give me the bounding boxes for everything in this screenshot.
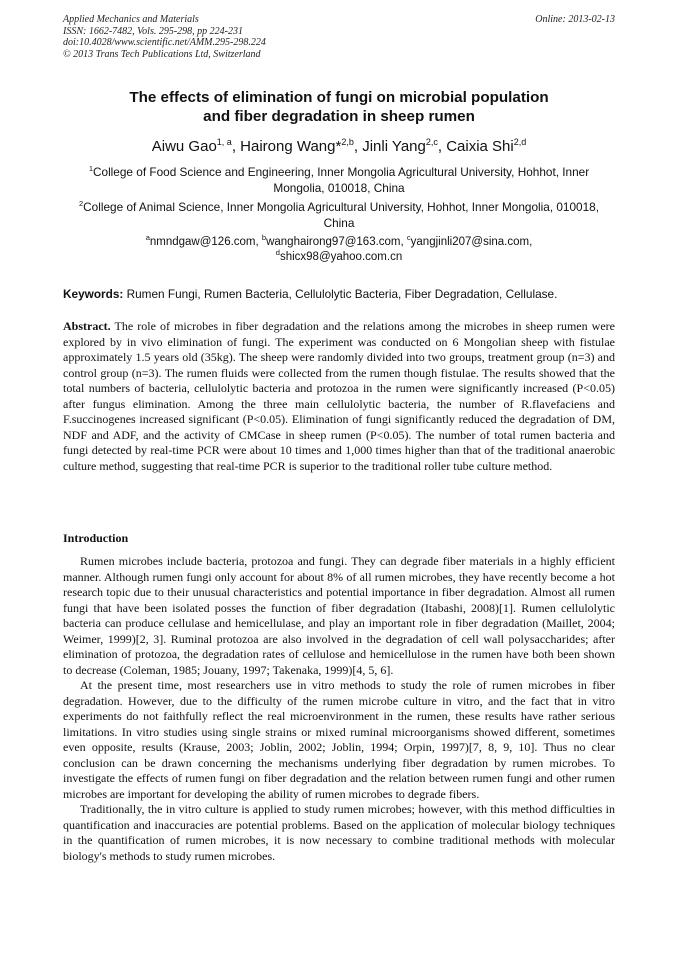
author-sup: 1, a — [216, 137, 232, 147]
introduction-body — [63, 554, 615, 864]
author-list — [40, 138, 638, 156]
affiliation-text: College of Animal Science, Inner Mongolia Agricultural University, Hohhot, Inner Mongolia, 010018, China — [83, 200, 600, 230]
keywords — [63, 287, 615, 302]
author-sep: , — [437, 138, 447, 155]
abstract — [63, 319, 615, 474]
affiliation-sup: 2 — [78, 199, 84, 209]
email-sup: d — [275, 248, 280, 258]
copyright-line: © 2013 Trans Tech Publications Ltd, Switzerland — [63, 48, 261, 60]
keywords-text: Rumen Fungi, Rumen Bacteria, Cellulolytic Bacteria, Fiber Degradation, Cellulase. — [123, 287, 558, 301]
online-date: Online: 2013-02-13 — [535, 14, 615, 25]
author-sep: , — [353, 138, 363, 155]
affiliation-sup: 1 — [88, 164, 93, 174]
journal-header — [63, 14, 615, 60]
author-sup: 2,b — [341, 137, 354, 147]
abstract-text: The role of microbes in fiber degradation and the relations among the microbes in sheep rumen were explored by in vivo elimination of fungi. The experiment was conducted on 6 Mongolian sheep with fistulae approximately 1.5 years old (35kg). The sheep were randomly divided into two groups, treatment group (n=3) and control group (n=3). The rumen fluids were collected from the rumen though fistulae. The results showed that the total numbers of bacteria, cellulolytic bacteria and protozoa in the rumen were significantly increased (P<0.05) after fungus elimination. Among the three main cellulolytic bacteria, the number of R.flavefaciens and F.succinogenes increased significant (P<0.05). Elimination of fungi significantly reduced the degradation of DM, NDF and ADF, and the activity of CMCase in sheep rumen (P<0.05). The number of total rumen bacteria and fungi detected by real-time PCR were about 10 times and 1,000 times higher than that of the traditional anaerobic culture method, suggesting that real-time PCR is superior to the traditional roller tube culture method. — [63, 319, 615, 473]
author-name: Aiwu Gao — [151, 138, 217, 155]
paragraph: At the present time, most researchers use in vitro methods to study the role of rumen microbes in fiber degradation. However, due to the difficulty of the rumen microbe culture in vitro, and the fact that in vitro experiments do not faithfully reflect the real microenvironment in the rumen, these results have rather serious limitations. In vitro studies using single strains or mixed ruminal microorganisms showed different, sometimes even opposite, results (Krause, 2003; Joblin, 2002; Joblin, 1994; Orpin, 1997)[7, 8, 9, 10]. Thus no clear conclusion can be drawn concerning the mechanisms underlying fiber degradation by rumen microbes. To investigate the effects of rumen fungi on fiber degradation and the relation between rumen fungi and other rumen microbes are important for developing the ability of rumen microbes to degrade fibers. — [63, 678, 615, 801]
email-b: wanghairong97@163.com, — [266, 236, 407, 248]
paragraph: Traditionally, the in vitro culture is applied to study rumen microbes; however, with this method difficulties in quantification and inaccuracies are potential problems. Based on the application of molecular biology techniques in the quantification of rumen microbes, it is now necessary to combine traditional methods with molecular biology's methods to study rumen microbes. — [63, 802, 615, 863]
title-line-2: and fiber degradation in sheep rumen — [203, 108, 475, 125]
email-sup: c — [406, 233, 411, 243]
title-line-1: The effects of elimination of fungi on microbial population — [129, 89, 549, 106]
author-name: Caixia Shi — [446, 138, 514, 155]
email-sup: b — [261, 233, 267, 243]
email-d: shicx98@yahoo.com.cn — [279, 251, 403, 263]
affiliation-1 — [63, 164, 615, 196]
affiliation-text: College of Food Science and Engineering, Inner Mongolia Agricultural University, Hohhot, Inner Mongolia, 010018, China — [92, 165, 590, 195]
author-sep: , — [231, 138, 241, 155]
author-name: Jinli Yang — [362, 138, 426, 155]
author-sup: 2,d — [513, 137, 527, 147]
email-sup: a — [145, 233, 150, 243]
doi-line: doi:10.4028/www.scientific.net/AMM.295-298.224 — [63, 37, 266, 49]
email-a: nmndgaw@126.com, — [149, 236, 262, 248]
keywords-label: Keywords: — [63, 287, 124, 301]
issn-line: ISSN: 1662-7482, Vols. 295-298, pp 224-231 — [63, 25, 243, 37]
author-name: Hairong Wang* — [240, 138, 342, 155]
email-list — [63, 235, 615, 265]
affiliation-2 — [63, 199, 615, 231]
abstract-label: Abstract. — [63, 319, 111, 333]
email-c: yangjinli207@sina.com, — [410, 236, 533, 248]
author-sup: 2,c — [425, 137, 438, 147]
paragraph: Rumen microbes include bacteria, protozoa and fungi. They can degrade fiber materials in a highly efficient manner. Although rumen fungi only account for about 8% of all rumen microbes, they have recently become a hot research topic due to their unusual characteristics and potential importance in fiber degradation. Almost all rumen fungi that have been isolated posses the function of fiber degradation (Itabashi, 2008)[1]. Rumen cellulolytic bacteria can produce cellulase and hemicellulase, and play an important role in fiber degradation (Maillet, 2004; Weimer, 1999)[2, 3]. Ruminal protozoa are also involved in the degradation of cell wall polysaccharides; after elimination of protozoa, the degradation rates of cellulose and hemicellulose in the rumen have both been shown to decrease (Coleman, 1985; Jouany, 1997; Takenaka, 1999)[4, 5, 6]. — [63, 554, 615, 677]
paper-title — [40, 88, 638, 126]
section-heading-introduction: Introduction — [63, 531, 129, 545]
journal-name: Applied Mechanics and Materials — [63, 14, 199, 25]
